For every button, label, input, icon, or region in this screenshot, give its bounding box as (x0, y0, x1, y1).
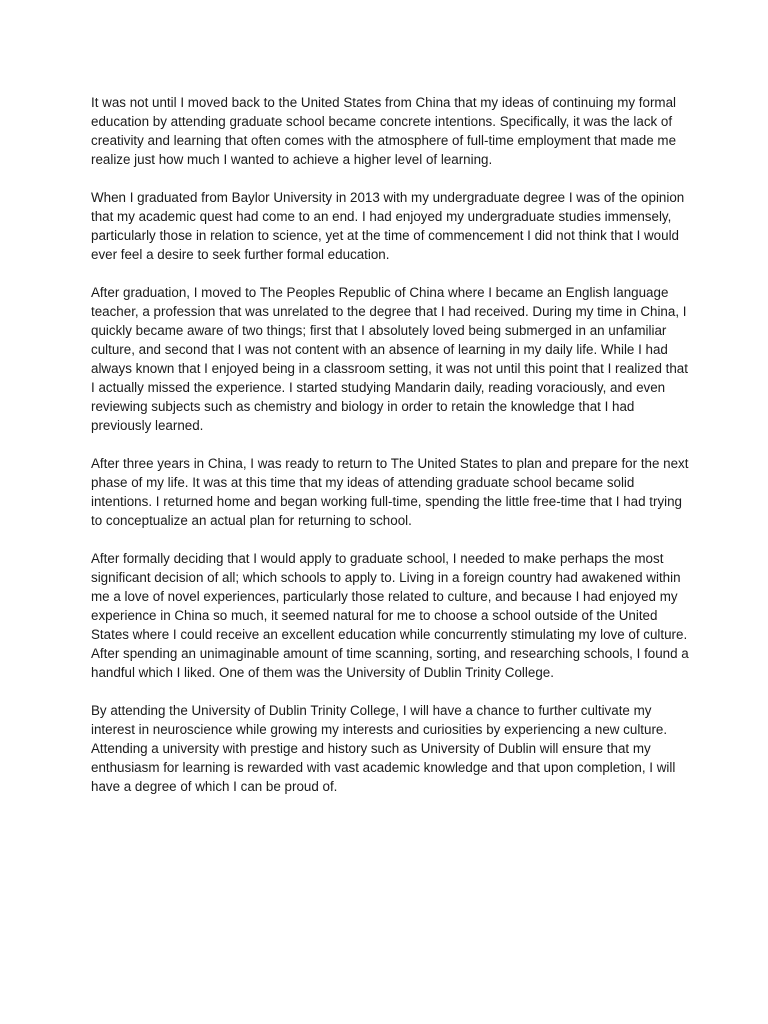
paragraph-3: After graduation, I moved to The Peoples Republic of China where I became an English language teacher, a profession that was unrelated to the degree that I had received. During my time in China, I quickly became aware of two things; first that I absolutely loved being submerged in an unfamiliar culture, and second that I was not content with an absence of learning in my daily life. While I had always known that I enjoyed being in a classroom setting, it was not until this point that I realized that I actually missed the experience. I started studying Mandarin daily, reading voraciously, and even reviewing subjects such as chemistry and biology in order to retain the knowledge that I had previously learned. (91, 285, 688, 433)
paragraph-2: When I graduated from Baylor University in 2013 with my undergraduate degree I was of the opinion that my academic quest had come to an end. I had enjoyed my undergraduate studies immensely, particularly those in relation to science, yet at the time of commencement I did not think that I would ever feel a desire to seek further formal education. (91, 190, 685, 262)
paragraph-6: By attending the University of Dublin Trinity College, I will have a chance to further cultivate my interest in neuroscience while growing my interests and curiosities by experiencing a new culture. Attending a university with prestige and history such as University of Dublin will ensure that my enthusiasm for learning is rewarded with vast academic knowledge and that upon completion, I will have a degree of which I can be proud of. (91, 703, 676, 794)
document-body (91, 93, 691, 796)
paragraph-5: After formally deciding that I would apply to graduate school, I needed to make perhaps the most significant decision of all; which schools to apply to. Living in a foreign country had awakened within me a love of novel experiences, particularly those related to culture, and because I had enjoyed my experience in China so much, it seemed natural for me to choose a school outside of the United States where I could receive an excellent education while concurrently stimulating my love of culture. After spending an unimaginable amount of time scanning, sorting, and researching schools, I found a handful which I liked. One of them was the University of Dublin Trinity College. (91, 551, 689, 680)
paragraph-1: It was not until I moved back to the United States from China that my ideas of continuing my formal education by attending graduate school became concrete intentions. Specifically, it was the lack of creativity and learning that often comes with the atmosphere of full-time employment that made me realize just how much I wanted to achieve a higher level of learning. (91, 95, 677, 167)
paragraph-4: After three years in China, I was ready to return to The United States to plan and prepare for the next phase of my life. It was at this time that my ideas of attending graduate school became solid intentions. I returned home and began working full-time, spending the little free-time that I had trying to conceptualize an actual plan for returning to school. (91, 456, 689, 528)
